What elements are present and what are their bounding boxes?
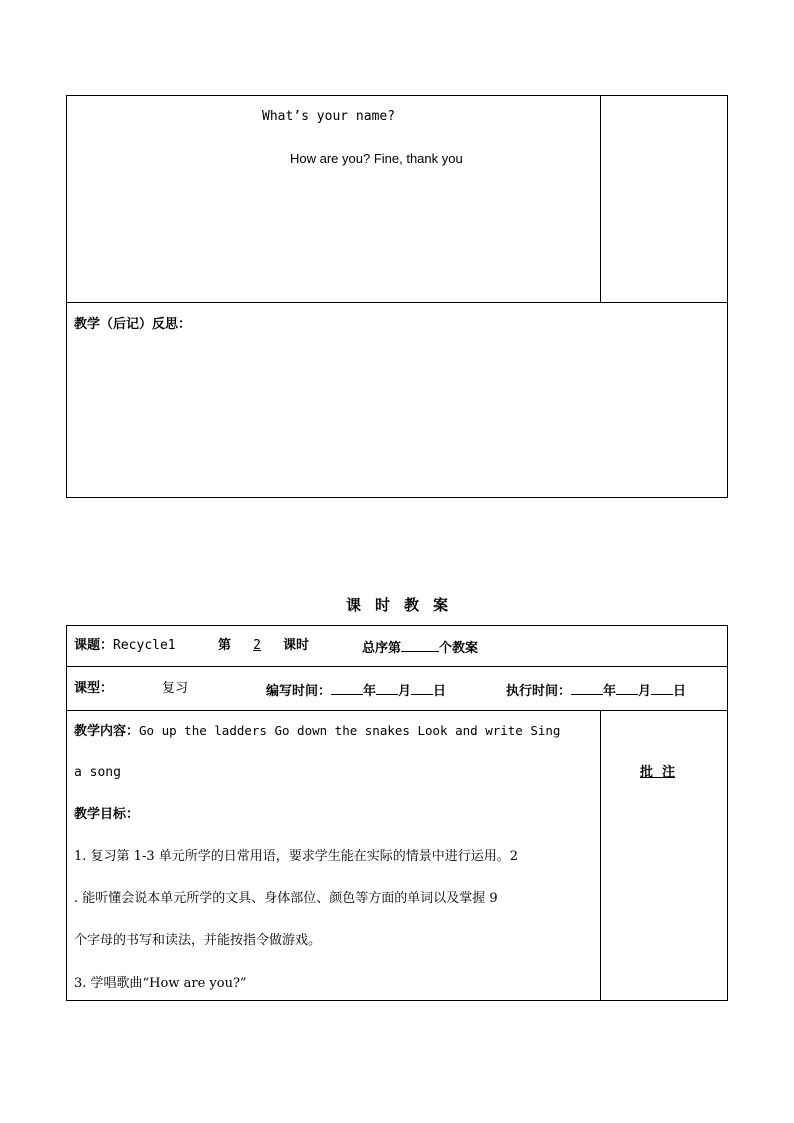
type-label: 课型：	[74, 681, 114, 696]
content-text-1: Go up the ladders Go down the snakes Look and write Sing	[139, 723, 561, 738]
serial-number-field	[362, 638, 478, 657]
topic-row	[74, 638, 176, 654]
lesson-prefix: 第	[218, 638, 232, 653]
write-time-field	[266, 681, 446, 700]
top-table-column-divider	[600, 95, 601, 303]
serial-blank	[401, 638, 439, 652]
goal-line-2: . 能听懂会说本单元所学的文具、身体部位、颜色等方面的单词以及掌握 9	[74, 891, 498, 906]
lesson-number: 2	[253, 638, 261, 653]
write-day-unit: 日	[433, 684, 447, 699]
exec-year-blank	[571, 681, 603, 695]
content-text-2: a song	[74, 765, 121, 780]
comment-column-divider	[600, 710, 601, 1001]
exec-month-unit: 月	[638, 684, 652, 699]
content-line-1	[74, 723, 560, 740]
exec-month-blank	[616, 681, 638, 695]
write-time-label: 编写时间：	[266, 684, 332, 699]
dialogue-line-name: What’s your name?	[262, 109, 396, 124]
serial-prefix: 总序第	[362, 641, 402, 656]
write-month-unit: 月	[398, 684, 412, 699]
content-label: 教学内容：	[74, 724, 140, 739]
goal-line-4: 3. 学唱歌曲“How are you?”	[74, 976, 247, 991]
page-title: 课时教案	[345, 596, 462, 614]
serial-suffix: 个教案	[439, 641, 479, 656]
lesson-number-field	[218, 638, 309, 654]
goal-line-1: 1. 复习第 1-3 单元所学的日常用语，要求学生能在实际的情景中进行运用。2	[74, 849, 519, 864]
exec-time-field	[506, 681, 686, 700]
comment-label: 批 注	[640, 765, 676, 780]
reflection-label: 教学（后记）反思：	[74, 317, 192, 332]
lesson-suffix: 课时	[283, 638, 310, 653]
topic-value: Recycle1	[113, 638, 176, 653]
goal-label: 教学目标：	[74, 807, 140, 822]
write-month-blank	[376, 681, 398, 695]
type-row-divider	[66, 710, 728, 711]
write-year-unit: 年	[363, 684, 377, 699]
write-day-blank	[411, 681, 433, 695]
write-year-blank	[331, 681, 363, 695]
top-table-row-divider	[66, 302, 728, 303]
dialogue-line-how-are-you: How are you? Fine, thank you	[290, 151, 463, 166]
goal-line-3: 个字母的书写和读法，并能按指令做游戏。	[74, 933, 322, 948]
header-row-divider	[66, 666, 728, 667]
exec-day-blank	[651, 681, 673, 695]
exec-day-unit: 日	[673, 684, 687, 699]
topic-label: 课题：	[74, 638, 114, 653]
type-value: 复习	[162, 681, 189, 696]
exec-year-unit: 年	[603, 684, 617, 699]
exec-time-label: 执行时间：	[506, 684, 572, 699]
